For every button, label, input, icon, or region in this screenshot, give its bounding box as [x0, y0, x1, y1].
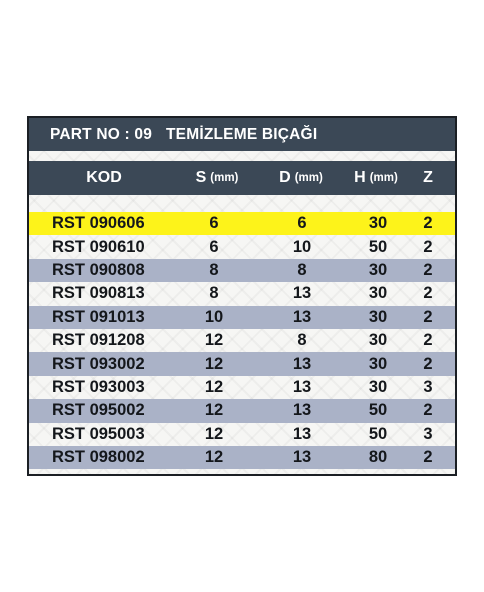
cell-h: 30	[368, 260, 388, 279]
cell-z: 2	[423, 260, 433, 279]
cell-d: 8	[297, 260, 307, 279]
cell-h: 50	[368, 401, 388, 420]
cell-s: 6	[209, 214, 219, 233]
cell-d: 13	[292, 401, 312, 420]
cell-kod: RST 090808	[52, 260, 145, 279]
cell-s: 12	[204, 331, 224, 350]
cell-kod: RST 095003	[52, 424, 145, 443]
cell-kod: RST 091013	[52, 307, 145, 326]
title-bar	[29, 118, 455, 151]
cell-h: 30	[368, 377, 388, 396]
cell-kod: RST 098002	[52, 448, 145, 467]
cell-s: 6	[209, 237, 219, 256]
cell-kod: RST 093002	[52, 354, 145, 373]
cell-kod: RST 090610	[52, 237, 145, 256]
cell-d: 13	[292, 424, 312, 443]
cell-z: 2	[423, 237, 433, 256]
cell-h: 30	[368, 214, 388, 233]
table-row	[29, 446, 455, 469]
cell-s: 12	[204, 424, 224, 443]
cell-s: 12	[204, 448, 224, 467]
cell-h: 30	[368, 307, 388, 326]
table-row	[29, 423, 455, 446]
cell-d: 6	[297, 214, 307, 233]
cell-d: 13	[292, 307, 312, 326]
cell-kod: RST 090813	[52, 284, 145, 303]
header-d-unit: (mm)	[294, 172, 323, 184]
cell-z: 2	[423, 331, 433, 350]
table-row	[29, 352, 455, 375]
cell-h: 50	[368, 424, 388, 443]
table-header	[29, 161, 455, 195]
cell-h: 30	[368, 284, 388, 303]
cell-z: 2	[423, 448, 433, 467]
cell-z: 2	[423, 307, 433, 326]
table-row	[29, 235, 455, 258]
cell-kod: RST 095002	[52, 401, 145, 420]
cell-z: 2	[423, 401, 433, 420]
header-h-unit: (mm)	[369, 172, 398, 184]
table-body	[29, 212, 455, 469]
cell-h: 50	[368, 237, 388, 256]
product-table-panel	[27, 116, 457, 476]
table-row	[29, 399, 455, 422]
cell-s: 12	[204, 377, 224, 396]
cell-h: 30	[368, 354, 388, 373]
cell-z: 3	[423, 424, 433, 443]
cell-z: 3	[423, 377, 433, 396]
cell-d: 10	[292, 237, 312, 256]
cell-kod: RST 093003	[52, 377, 145, 396]
header-kod: KOD	[86, 169, 122, 186]
cell-d: 13	[292, 448, 312, 467]
header-s: S (mm)	[195, 169, 239, 186]
cell-h: 30	[368, 331, 388, 350]
table-row	[29, 212, 455, 235]
cell-kod: RST 090606	[52, 214, 145, 233]
cell-d: 13	[292, 284, 312, 303]
table-row	[29, 329, 455, 352]
cell-s: 12	[204, 401, 224, 420]
header-d: D (mm)	[279, 169, 323, 186]
header-s-unit: (mm)	[210, 172, 239, 184]
cell-s: 10	[204, 307, 224, 326]
table-row	[29, 259, 455, 282]
cell-kod: RST 091208	[52, 331, 145, 350]
cell-z: 2	[423, 354, 433, 373]
cell-z: 2	[423, 284, 433, 303]
cell-h: 80	[368, 448, 388, 467]
header-z: Z	[423, 169, 433, 186]
cell-d: 8	[297, 331, 307, 350]
cell-d: 13	[292, 377, 312, 396]
product-name: TEMİZLEME BIÇAĞI	[166, 125, 318, 143]
part-number: PART NO : 09	[50, 125, 153, 143]
cell-s: 12	[204, 354, 224, 373]
table-row	[29, 376, 455, 399]
cell-d: 13	[292, 354, 312, 373]
cell-s: 8	[209, 284, 219, 303]
cell-z: 2	[423, 214, 433, 233]
cell-s: 8	[209, 260, 219, 279]
header-h: H (mm)	[354, 169, 398, 186]
table-row	[29, 282, 455, 305]
table-row	[29, 306, 455, 329]
